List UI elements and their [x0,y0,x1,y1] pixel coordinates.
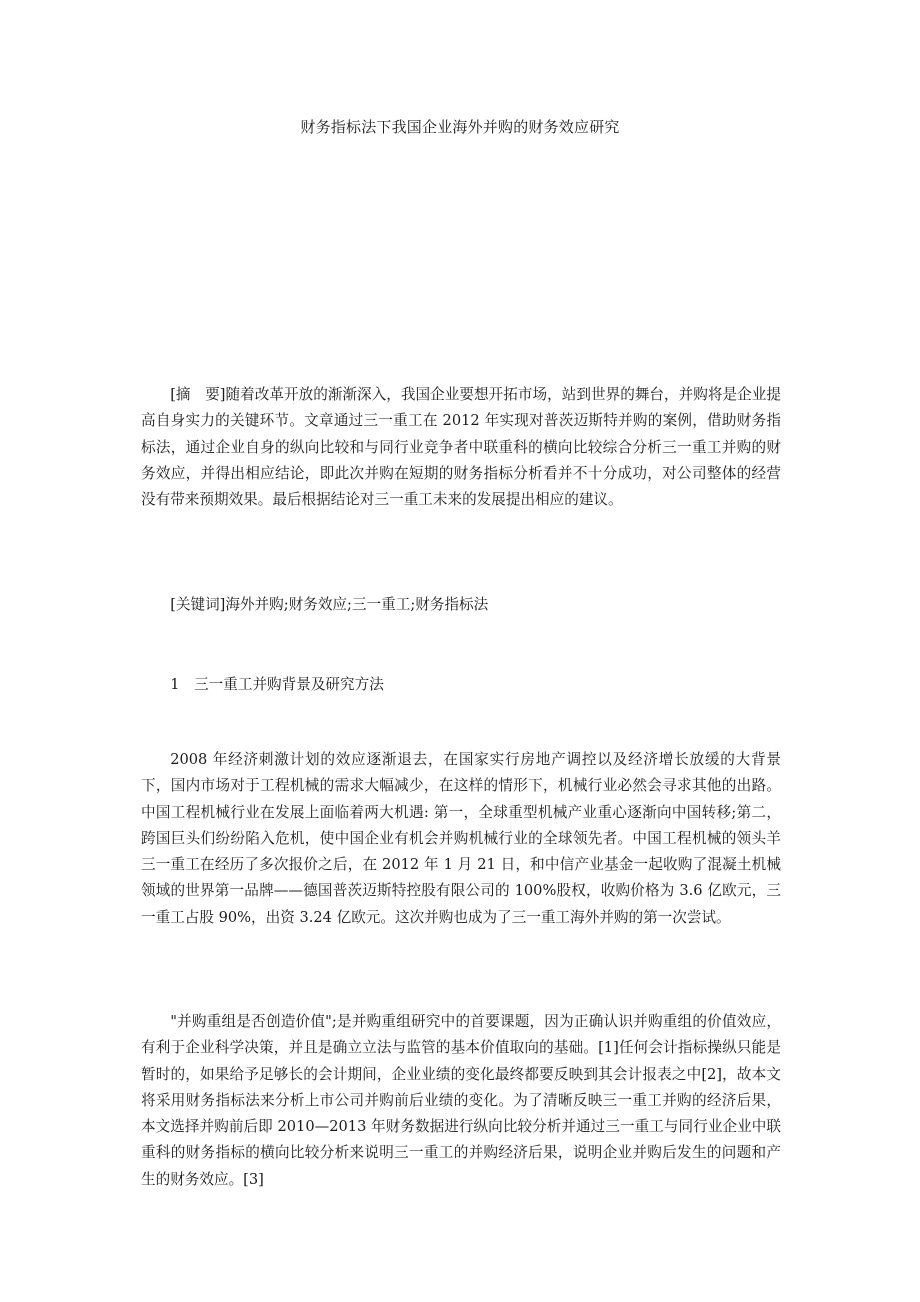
abstract-paragraph: [摘 要]随着改革开放的渐渐深入，我国企业要想开拓市场，站到世界的舞台，并购将是企业提高自身实力的关键环节。文章通过三一重工在 2012 年实现对普茨迈斯特并购的案例，借助财务指标法，通过企业自身的纵向比较和与同行业竞争者中联重科的横向比较综合分析三一重工并购的财务效应，并得出相应结论，即此次并购在短期的财务指标分析看并不十分成功，对公司整体的经营没有带来预期效果。最后根据结论对三一重工未来的发展提出相应的建议。 [141,386,781,509]
body-paragraph: "并购重组是否创造价值";是并购重组研究中的首要课题，因为正确认识并购重组的价值效应，有利于企业科学决策，并且是确立立法与监管的基本价值取向的基础。[1]任何会计指标操纵只能是暂时的，如果给予足够长的会计期间，企业业绩的变化最终都要反映到其会计报表之中[2]，故本文将采用财务指标法来分析上市公司并购前后业绩的变化。为了清晰反映三一重工并购的经济后果，本文选择并购前后即 2010—2013 年财务数据进行纵向比较分析并通过三一重工与同行业企业中联重科的财务指标的横向比较分析来说明三一重工的并购经济后果，说明企业并购后发生的问题和产生的财务效应。[3] [141,1013,781,1188]
keywords-line: [关键词]海外并购;财务效应;三一重工;财务指标法 [170,596,489,613]
section-heading: 1 三一重工并购背景及研究方法 [170,676,384,693]
document-title: 财务指标法下我国企业海外并购的财务效应研究 [300,118,620,136]
body-paragraph: 2008 年经济刺激计划的效应逐渐退去，在国家实行房地产调控以及经济增长放缓的大背景下，国内市场对于工程机械的需求大幅减少，在这样的情形下，机械行业必然会寻求其他的出路。中国工程机械行业在发展上面临着两大机遇: 第一，全球重型机械产业重心逐渐向中国转移;第二，跨国巨头们纷纷陷入危机，使中国企业有机会并购机械行业的全球领先者。中国工程机械的领头羊三一重工在经历了多次报价之后，在 2012 年 1 月 21 日，和中信产业基金一起收购了混凝土机械领域的世界第一品牌——德国普茨迈斯特控股有限公司的 100%股权，收购价格为 3.6 亿欧元，三一重工占股 90%，出资 3.24 亿欧元。这次并购也成为了三一重工海外并购的第一次尝试。 [141,751,781,926]
